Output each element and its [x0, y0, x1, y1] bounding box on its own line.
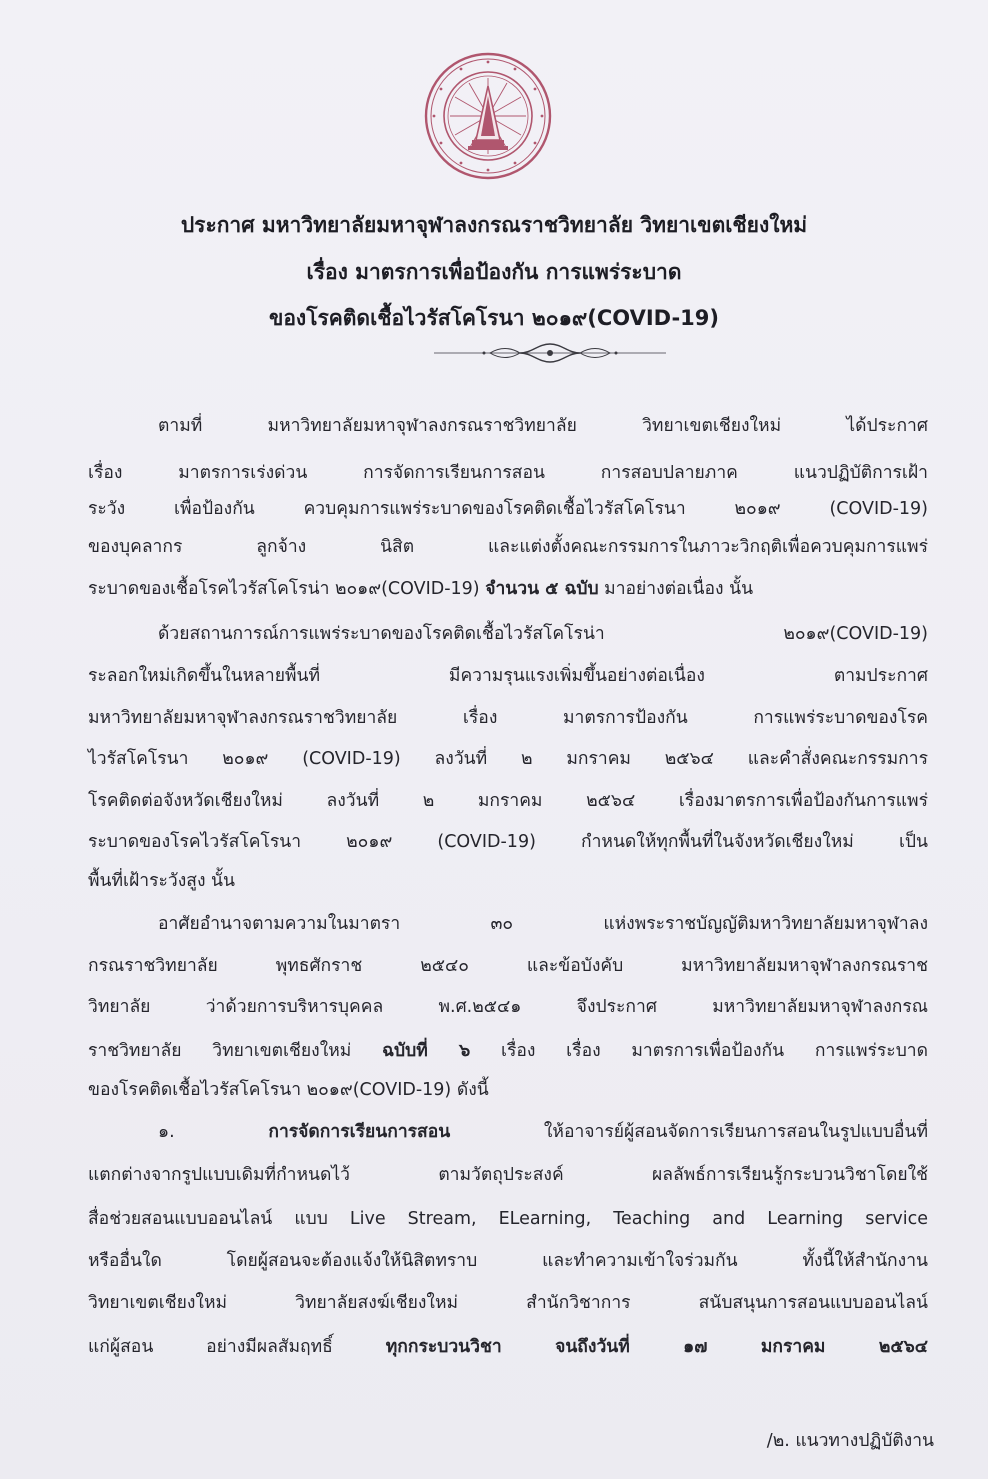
- paragraph-4-line-6: [88, 1332, 928, 1360]
- paragraph-2-line-1: ด้วยสถานการณ์การแพร่ระบาดของโรคติดเชื้อไวรัสโคโรน่า ๒๐๑๙(COVID-19): [158, 624, 928, 644]
- paragraph-4-line-2: แตกต่างจากรูปแบบเดิมที่กำหนดไว้ ตามวัตถุประสงค์ ผลลัพธ์การเรียนรู้กระบวนวิชาโดยใช้: [88, 1165, 928, 1185]
- paragraph-3-bold-edition: ฉบับที่ ๖: [382, 1041, 471, 1061]
- paragraph-4-line-6-text: แก่ผู้สอน อย่างมีผลสัมฤทธิ์: [88, 1337, 386, 1357]
- paragraph-1-line-1: ตามที่ มหาวิทยาลัยมหาจุฬาลงกรณราชวิทยาลัย วิทยาเขตเชียงใหม่ ได้ประกาศ: [158, 416, 928, 436]
- paragraph-4-line-3: สื่อช่วยสอนแบบออนไลน์ แบบ Live Stream, ELearning, Teaching and Learning service: [88, 1209, 928, 1229]
- paragraph-4-line-4: หรืออื่นใด โดยผู้สอนจะต้องแจ้งให้นิสิตทราบ และทำความเข้าใจร่วมกัน ทั้งนี้ให้สำนักงาน: [88, 1251, 928, 1271]
- paragraph-3-line-4: [88, 1036, 928, 1064]
- paragraph-2-line-2: ระลอกใหม่เกิดขึ้นในหลายพื้นที่ มีความรุนแรงเพิ่มขึ้นอย่างต่อเนื่อง ตามประกาศ: [88, 666, 928, 686]
- paragraph-2-line-7: พื้นที่เฝ้าระวังสูง นั้น: [88, 871, 235, 891]
- paragraph-4-lead-number: ๑.: [158, 1122, 269, 1142]
- paragraph-3-line-1: อาศัยอำนาจตามความในมาตรา ๓๐ แห่งพระราชบัญญัติมหาวิทยาลัยมหาจุฬาลง: [158, 914, 928, 934]
- paragraph-1-line-2: เรื่อง มาตรการเร่งด่วน การจัดการเรียนการสอน การสอบปลายภาค แนวปฏิบัติการเฝ้า: [88, 463, 928, 483]
- paragraph-4-line-1: [158, 1117, 928, 1145]
- paragraph-1-line-5-text: ระบาดของเชื้อโรคไวรัสโคโรน่า ๒๐๑๙(COVID-19): [88, 579, 486, 599]
- next-page-reference: /๒. แนวทางปฏิบัติงาน: [766, 1431, 934, 1451]
- paragraph-1-line-5: [88, 574, 928, 602]
- paragraph-1-line-4: ของบุคลากร ลูกจ้าง นิสิต และแต่งตั้งคณะกรรมการในภาวะวิกฤติเพื่อควบคุมการแพร่: [88, 537, 928, 557]
- paragraph-3-line-4-text: ราชวิทยาลัย วิทยาเขตเชียงใหม่: [88, 1041, 383, 1061]
- paragraph-1-bold-count: จำนวน ๕ ฉบับ: [485, 579, 599, 599]
- ornamental-divider-icon: [434, 338, 666, 368]
- announcement-title-line-3: ของโรคติดเชื้อไวรัสโคโรนา ๒๐๑๙(COVID-19): [268, 306, 720, 330]
- paragraph-2-line-5: โรคติดต่อจังหวัดเชียงใหม่ ลงวันที่ ๒ มกราคม ๒๕๖๔ เรื่องมาตรการเพื่อป้องกันการแพร่: [88, 791, 928, 811]
- announcement-title-line-2: เรื่อง มาตรการเพื่อป้องกัน การแพร่ระบาด: [306, 260, 682, 284]
- paragraph-4-line-1-tail: ให้อาจารย์ผู้สอนจัดการเรียนการสอนในรูปแบบอื่นที่: [450, 1122, 928, 1142]
- paragraph-1-line-5-tail: มาอย่างต่อเนื่อง นั้น: [598, 579, 754, 599]
- paragraph-3-line-5: ของโรคติดเชื้อไวรัสโคโรนา ๒๐๑๙(COVID-19) ดังนี้: [88, 1080, 489, 1100]
- paragraph-2-line-6: ระบาดของโรคไวรัสโคโรนา ๒๐๑๙ (COVID-19) กำหนดให้ทุกพื้นที่ในจังหวัดเชียงใหม่ เป็น: [88, 832, 928, 852]
- university-seal-logo: [424, 52, 552, 180]
- paragraph-3-line-2: กรณราชวิทยาลัย พุทธศักราช ๒๕๔๐ และข้อบังคับ มหาวิทยาลัยมหาจุฬาลงกรณราช: [88, 956, 928, 976]
- paragraph-2-line-4: ไวรัสโคโรนา ๒๐๑๙ (COVID-19) ลงวันที่ ๒ มกราคม ๒๕๖๔ และคำสั่งคณะกรรมการ: [88, 749, 928, 769]
- paragraph-2-line-3: มหาวิทยาลัยมหาจุฬาลงกรณราชวิทยาลัย เรื่อง มาตรการป้องกัน การแพร่ระบาดของโรค: [88, 708, 928, 728]
- paragraph-3-line-3: วิทยาลัย ว่าด้วยการบริหารบุคคล พ.ศ.๒๕๔๑ จึงประกาศ มหาวิทยาลัยมหาจุฬาลงกรณ: [88, 997, 928, 1017]
- paragraph-1-line-3: ระวัง เพื่อป้องกัน ควบคุมการแพร่ระบาดของโรคติดเชื้อไวรัสโคโรนา ๒๐๑๙ (COVID-19): [88, 499, 928, 519]
- paragraph-4-bold-heading: การจัดการเรียนการสอน: [268, 1122, 451, 1142]
- paragraph-3-line-4-tail: เรื่อง เรื่อง มาตรการเพื่อป้องกัน การแพร่ระบาด: [470, 1041, 928, 1061]
- paragraph-4-bold-deadline: ทุกกระบวนวิชา จนถึงวันที่ ๑๗ มกราคม ๒๕๖๔: [385, 1337, 928, 1357]
- paragraph-4-line-5: วิทยาเขตเชียงใหม่ วิทยาลัยสงฆ์เชียงใหม่ สำนักวิชาการ สนับสนุนการสอนแบบออนไลน์: [88, 1293, 928, 1313]
- announcement-title-line-1: ประกาศ มหาวิทยาลัยมหาจุฬาลงกรณราชวิทยาลัย วิทยาเขตเชียงใหม่: [180, 213, 808, 237]
